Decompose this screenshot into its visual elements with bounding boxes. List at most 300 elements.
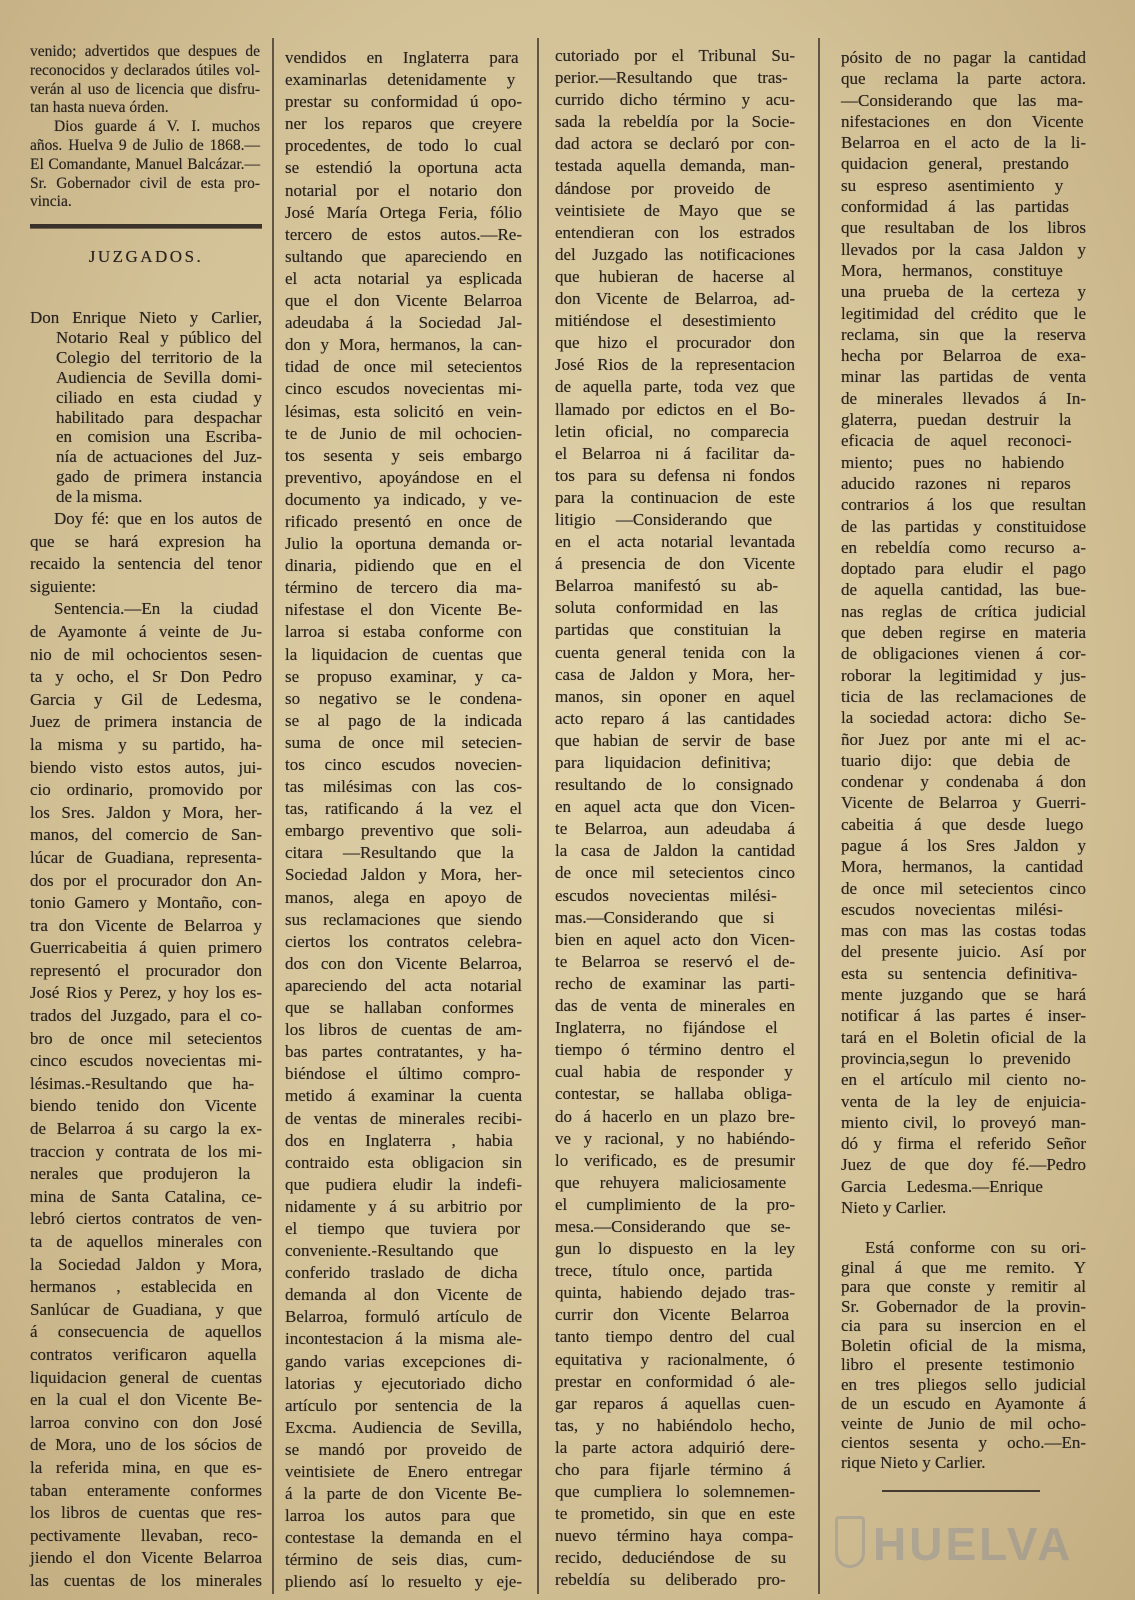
line-text: rificado presentó en once de	[285, 511, 522, 531]
text-line	[555, 531, 795, 553]
text-line	[841, 1133, 1086, 1154]
line-text: larroa los autos para que	[285, 1506, 516, 1526]
line-text: de once mil setecientos cinco	[841, 878, 1086, 898]
line-text: nifestase el don Vicente Be-	[285, 600, 522, 620]
line-text: cual habia de responder y	[555, 1062, 793, 1082]
line-text: Julio la oportuna demanda or-	[285, 534, 522, 554]
text-line	[555, 1282, 795, 1304]
line-text: nerales que produjeron la	[30, 1164, 251, 1184]
line-text: sada la rebeldía por la Socie-	[555, 112, 795, 132]
text-line	[285, 997, 522, 1019]
text-line	[555, 1525, 795, 1547]
line-text: roborar la legitimidad y jus-	[841, 665, 1086, 685]
text-line	[555, 1437, 795, 1459]
text-line	[841, 1297, 1086, 1317]
text-line	[30, 802, 262, 825]
text-line	[30, 1118, 262, 1141]
text-line	[30, 1367, 262, 1390]
line-text: rique Nieto y Carlier.	[841, 1452, 986, 1472]
line-text: de minerales llevados á In-	[841, 388, 1086, 408]
text-line	[841, 1154, 1086, 1175]
text-line	[555, 288, 795, 310]
line-text: la sociedad actora: dicho Se-	[841, 708, 1086, 728]
line-text: el Belarroa ni á facilitar da-	[555, 443, 795, 463]
text-line	[555, 1393, 795, 1415]
text-line	[841, 132, 1086, 153]
text-line	[841, 1069, 1086, 1090]
text-line	[285, 224, 522, 246]
text-line	[841, 196, 1086, 217]
line-text: que habian de servir de base	[555, 730, 795, 750]
text-line	[285, 798, 522, 820]
text-line	[285, 423, 522, 445]
text-line	[555, 1083, 795, 1105]
text-line	[841, 878, 1086, 899]
text-line	[841, 452, 1086, 473]
line-text: de la misma.	[56, 487, 143, 507]
text-line	[841, 430, 1086, 451]
text-line	[30, 408, 262, 428]
line-text: te Belarroa se reservó el de-	[555, 951, 795, 971]
line-text: vendidos en Inglaterra para	[285, 48, 519, 67]
line-text: tas milésimas con las cos-	[285, 777, 522, 797]
line-text: larroa convino con don José	[30, 1412, 262, 1432]
line-text: —Considerando que las ma-	[841, 90, 1084, 110]
text-line	[555, 1061, 795, 1083]
line-text: Dios guarde á V. I. muchos	[54, 118, 260, 136]
line-text: pliendo así lo resuelto y eje-	[285, 1572, 522, 1592]
text-line	[30, 757, 262, 780]
text-line	[30, 1163, 262, 1186]
line-text: Sr. Gobernador civil de esta pro-	[30, 174, 260, 192]
text-line	[30, 960, 262, 983]
line-text: tos sesenta y seis embargo	[285, 445, 522, 465]
line-text: nio de mil ochocientos sesen-	[30, 644, 262, 664]
line-text: tidad de once mil setecientos	[285, 357, 522, 377]
line-text: bien en aquel acto don Vicen-	[555, 929, 795, 949]
text-line	[841, 1048, 1086, 1069]
text-line	[555, 1371, 795, 1393]
text-line	[285, 1351, 522, 1373]
line-text: dos por el procurador don An-	[30, 870, 262, 890]
line-text: hecha por Belarroa de exa-	[841, 346, 1086, 366]
line-text: veintisiete de Mayo que se	[555, 200, 795, 220]
text-line	[555, 708, 795, 730]
line-text: de once mil setecientos cinco	[555, 863, 795, 883]
text-line	[555, 133, 795, 155]
line-text: eficacia de aquel reconoci-	[841, 431, 1072, 451]
text-line	[30, 137, 260, 156]
line-text: cuenta general tenida con la	[555, 642, 795, 662]
line-text: taban enteramente conformes	[30, 1480, 262, 1500]
line-text: aducido razones ni reparos	[841, 473, 1071, 493]
line-text: de las partidas y constituidose	[841, 516, 1086, 536]
line-text: venta de la ley de enjuicia-	[841, 1091, 1086, 1111]
line-text: escudos novecientas milési-	[841, 899, 1063, 919]
line-text: dos en Inglaterra , habia	[285, 1130, 513, 1150]
text-line	[30, 734, 262, 757]
text-line	[285, 268, 522, 290]
line-text: gado de primera instancia	[56, 467, 262, 487]
line-text: pectivamente llevaban, reco-	[30, 1525, 258, 1545]
line-text: so negativo se le condena-	[285, 688, 522, 708]
text-line	[285, 644, 522, 666]
text-line	[285, 1527, 522, 1549]
line-text: casa de Jaldon y Mora, her-	[555, 664, 795, 684]
text-line	[555, 509, 795, 531]
line-text: prestar en conformidad ó ale-	[555, 1371, 795, 1391]
text-line	[555, 840, 795, 862]
line-text: se mandó por proveido de	[285, 1439, 522, 1459]
line-text: á presencia de don Vicente	[555, 554, 795, 574]
line-text: manos, sin oponer en aquel	[555, 686, 795, 706]
line-text: escudos novecientas milési-	[555, 885, 777, 905]
line-text: Sociedad Jaldon y Mora, her-	[285, 865, 522, 885]
text-line	[555, 1039, 795, 1061]
line-text: Mora, hermanos, constituye	[841, 260, 1063, 280]
line-text: Boletin oficial de la misma,	[841, 1335, 1086, 1355]
text-line	[30, 1412, 262, 1435]
line-text: en el artículo mil ciento no-	[841, 1070, 1086, 1090]
line-text: legitimidad del crédito que le	[841, 303, 1086, 323]
text-line	[555, 244, 795, 266]
line-text: ciertos los contratos celebra-	[285, 931, 522, 951]
line-text: José Rios y Perez, y hoy los es-	[30, 983, 262, 1003]
line-text: El Comandante, Manuel Balcázar.—	[30, 155, 260, 173]
line-text: artículo por sentencia de la	[285, 1395, 522, 1415]
text-line	[841, 345, 1086, 366]
text-line	[30, 1050, 262, 1073]
end-divider	[882, 1490, 1040, 1492]
line-text: das de venta de minerales en	[555, 996, 795, 1016]
text-line	[285, 1328, 522, 1350]
line-text: libro el presente testimonio	[841, 1355, 1075, 1374]
text-line	[30, 388, 262, 408]
line-text: tará en el Boletin oficial de la	[841, 1027, 1086, 1047]
line-text: Belarroa, formuló artículo de	[285, 1307, 522, 1327]
text-line	[555, 774, 795, 796]
text-line	[841, 388, 1086, 409]
text-line	[841, 217, 1086, 238]
line-text: dos con don Vicente Belarroa,	[285, 953, 522, 973]
text-line	[30, 193, 260, 212]
line-text: tra don Vicente de Belarroa y	[30, 915, 262, 935]
text-line	[841, 324, 1086, 345]
line-text: conformidad á las partidas	[841, 197, 1069, 217]
text-line	[30, 1231, 262, 1254]
line-text: Mora, hermanos, la cantidad	[841, 857, 1084, 877]
text-line	[555, 376, 795, 398]
text-line	[285, 1130, 522, 1152]
line-text: tiempo ó término dentro el	[555, 1040, 795, 1060]
text-line	[30, 870, 262, 893]
judgment-column-4	[841, 47, 1086, 1218]
line-text: contratos verificaron aquella	[30, 1344, 257, 1364]
line-text: jiendo el don Vicente Belarroa	[30, 1548, 262, 1568]
text-line	[285, 666, 522, 688]
line-text: la parte actora adquirió dere-	[555, 1437, 795, 1457]
text-line	[30, 508, 262, 531]
text-line	[285, 1063, 522, 1085]
line-text: condenar y condenaba á don	[841, 772, 1086, 792]
text-line	[285, 246, 522, 268]
text-line	[841, 1091, 1086, 1112]
text-line	[285, 1461, 522, 1483]
text-line	[285, 1439, 522, 1461]
line-text: apareciendo del acta notarial	[285, 975, 522, 995]
line-text: recaido la sentencia del tenor	[30, 554, 262, 574]
text-line	[30, 1186, 262, 1209]
line-text: documento ya indicado, y ve-	[285, 489, 522, 509]
line-text: miento civil, lo proveyó man-	[841, 1112, 1086, 1132]
text-line	[555, 67, 795, 89]
line-text: entendieran con los estrados	[555, 222, 795, 242]
text-line	[841, 1005, 1086, 1026]
line-text: á la parte de don Vicente Be-	[285, 1484, 522, 1504]
line-text: José Rios de la representacion	[555, 355, 795, 375]
text-line	[30, 937, 262, 960]
text-line	[30, 1028, 262, 1051]
text-line	[555, 155, 795, 177]
text-line	[841, 153, 1086, 174]
text-line	[285, 533, 522, 555]
text-line	[555, 1172, 795, 1194]
text-line	[841, 1394, 1086, 1414]
text-line	[555, 200, 795, 222]
text-line	[285, 1085, 522, 1107]
text-line	[555, 1349, 795, 1371]
line-text: conferido traslado de dicha	[285, 1263, 518, 1283]
text-line	[30, 1434, 262, 1457]
text-line	[285, 754, 522, 776]
line-text: años. Huelva 9 de Julio de 1868.—	[30, 136, 260, 154]
text-line	[30, 348, 262, 368]
text-line	[841, 1336, 1086, 1356]
text-line	[30, 1208, 262, 1231]
text-line	[30, 1141, 262, 1164]
text-line	[555, 1194, 795, 1216]
line-text: suma de once mil setecien-	[285, 732, 522, 752]
line-text: Don Enrique Nieto y Carlier,	[30, 308, 262, 327]
text-line	[555, 664, 795, 686]
text-line	[841, 665, 1086, 686]
text-line	[285, 1041, 522, 1063]
text-line	[841, 729, 1086, 750]
line-text: de aquella parte, toda vez que	[555, 377, 795, 397]
line-text: cabeitia á que desde luego	[841, 814, 1084, 834]
text-line	[285, 202, 522, 224]
line-text: tanto tiempo dentro del cual	[555, 1327, 795, 1347]
line-text: que deben regirse en materia	[841, 623, 1086, 643]
line-text: que el don Vicente Belarroa	[285, 291, 522, 311]
line-text: dó y firma el referido Señor	[841, 1134, 1086, 1154]
text-line	[30, 1480, 262, 1503]
text-line	[555, 443, 795, 465]
line-text: provincia,segun lo prevenido	[841, 1048, 1071, 1068]
line-text: de Mora, uno de los sócios de	[30, 1435, 262, 1455]
text-line	[841, 707, 1086, 728]
text-line	[285, 401, 522, 423]
text-line	[285, 1505, 522, 1527]
line-text: don Vicente de Belarroa, ad-	[555, 289, 795, 309]
text-line	[841, 366, 1086, 387]
text-line	[285, 113, 522, 135]
text-line	[30, 892, 262, 915]
text-line	[285, 312, 522, 334]
line-text: Sentencia.—En la ciudad	[54, 599, 259, 619]
text-line	[285, 69, 522, 91]
text-line	[841, 835, 1086, 856]
archive-watermark	[835, 1512, 1090, 1582]
line-text: para la continuacion de este	[555, 487, 795, 507]
line-text: tos para su defensa ni fondos	[555, 465, 795, 485]
text-line	[285, 909, 522, 931]
text-line	[285, 688, 522, 710]
line-text: del presente juicio. Así por	[841, 942, 1086, 962]
line-text: trados del Juzgado, para el co-	[30, 1006, 262, 1026]
line-text: rebeldía su deliberado pro-	[555, 1570, 786, 1590]
text-line	[841, 963, 1086, 984]
text-line	[285, 1373, 522, 1395]
text-line	[30, 666, 262, 689]
line-text: cinco escudos novecientas mi-	[30, 1051, 262, 1071]
line-text: para que conste y remitir al	[841, 1277, 1086, 1296]
line-text: currido dicho término y acu-	[555, 90, 795, 110]
line-text: Excma. Audiencia de Sevilla,	[285, 1417, 522, 1437]
line-text: resultando de lo consignado	[555, 775, 794, 795]
text-line	[841, 409, 1086, 430]
text-line	[30, 1457, 262, 1480]
line-text: dinaria, pidiendo que en el	[285, 556, 522, 576]
text-line	[30, 1095, 262, 1118]
text-line	[285, 135, 522, 157]
line-text: hermanos , establecida en	[30, 1277, 253, 1297]
text-line	[285, 356, 522, 378]
line-text: la Sociedad Jaldon y Mora,	[30, 1254, 262, 1274]
text-line	[841, 686, 1086, 707]
line-text: Nieto y Carlier.	[841, 1198, 947, 1218]
line-text: los libros de cuentas que res-	[30, 1503, 262, 1523]
text-line	[285, 1240, 522, 1262]
text-line	[285, 157, 522, 179]
line-text: contestar, se hallaba obliga-	[555, 1084, 793, 1104]
line-text: lo verificado, es de presumir	[555, 1150, 795, 1170]
text-line	[555, 730, 795, 752]
text-line	[30, 447, 262, 467]
line-text: que pudiera eludir la indefi-	[285, 1174, 522, 1194]
text-line	[285, 621, 522, 643]
line-text: mitiéndose el desestimiento	[555, 311, 776, 331]
text-line	[555, 1459, 795, 1481]
line-text: el tiempo que tuviera por	[285, 1218, 520, 1238]
text-line	[841, 239, 1086, 260]
column-divider	[272, 38, 274, 1594]
line-text: dándose por proveido de	[555, 178, 771, 198]
text-line	[841, 1176, 1086, 1197]
line-text: cia para su insercion en el	[841, 1316, 1086, 1335]
line-text: latorias y ejecutoriado dicho	[285, 1373, 522, 1393]
line-text: vincia.	[30, 193, 72, 211]
text-line	[30, 1502, 262, 1525]
text-line	[555, 752, 795, 774]
line-text: venido; advertidos que despues de	[30, 43, 260, 60]
line-text: se al pago de la indicada	[285, 710, 522, 730]
line-text: pósito de no pagar la cantidad	[841, 48, 1086, 67]
line-text: Guerricabeitia á quien primero	[30, 938, 262, 958]
text-line	[30, 915, 262, 938]
text-line	[285, 47, 522, 69]
line-text: lésimas.-Resultando que ha-	[30, 1073, 255, 1093]
text-line	[841, 494, 1086, 515]
line-text: su espreso asentimiento y	[841, 175, 1064, 195]
line-text: prestar su conformidad ú opo-	[285, 92, 522, 112]
line-text: que hubieran de hacerse al	[555, 266, 795, 286]
text-line	[555, 354, 795, 376]
text-line	[555, 575, 795, 597]
text-line	[30, 1344, 262, 1367]
text-line	[30, 779, 262, 802]
text-line	[30, 308, 262, 328]
text-line	[285, 864, 522, 886]
text-line	[841, 814, 1086, 835]
line-text: tonio Gamero y Montaño, con-	[30, 893, 262, 913]
text-line	[555, 862, 795, 884]
line-text: embargo preventivo que soli-	[285, 821, 522, 841]
line-text: que se hallaban conformes	[285, 998, 514, 1018]
text-line	[285, 334, 522, 356]
text-line	[841, 516, 1086, 537]
text-line	[30, 621, 262, 644]
text-line	[555, 686, 795, 708]
line-text: miento; pues no habiendo	[841, 452, 1065, 472]
text-line	[30, 1073, 262, 1096]
text-line	[841, 537, 1086, 558]
text-line	[841, 558, 1086, 579]
text-line	[555, 421, 795, 443]
section-heading: JUZGADOS.	[88, 247, 204, 266]
text-line	[841, 622, 1086, 643]
line-text: nifestaciones en don Vicente	[841, 111, 1084, 131]
line-text: larroa si estaba conforme con	[285, 622, 522, 642]
line-text: cho para fijarle término á	[555, 1460, 791, 1479]
line-text: tan hasta nueva órden.	[30, 99, 169, 117]
line-text: veintisiete de Enero entregar	[285, 1462, 522, 1481]
text-line	[555, 1128, 795, 1150]
line-text: en rebeldía como recurso a-	[841, 537, 1086, 557]
line-text: adeudaba á la Sociedad Jal-	[285, 313, 522, 333]
text-line	[285, 1417, 522, 1439]
line-text: Notario Real y público del	[56, 327, 262, 347]
text-line	[30, 1254, 262, 1277]
line-text: tos cinco escudos novecien-	[285, 755, 522, 774]
text-line	[555, 266, 795, 288]
watermark-text: HUELVA	[873, 1518, 1074, 1570]
text-line	[30, 43, 260, 62]
line-text: que rehuyera maliciosamente	[555, 1172, 787, 1192]
text-line	[285, 710, 522, 732]
text-line	[841, 856, 1086, 877]
line-text: siguiente:	[30, 576, 97, 596]
line-text: dad actora se declaró por con-	[555, 134, 795, 154]
line-text: tuario dijo: que debia de	[841, 750, 1071, 770]
line-text: ñor Juez por ante mi el ac-	[841, 729, 1086, 749]
text-line	[30, 982, 262, 1005]
text-line	[285, 1152, 522, 1174]
line-text: Audiencia de Sevilla domi-	[56, 367, 262, 387]
line-text: una prueba de la certeza y	[841, 282, 1086, 302]
line-text: veinte de Junio de mil ocho-	[841, 1413, 1086, 1433]
line-text: se estendió la oportuna acta	[285, 158, 522, 178]
